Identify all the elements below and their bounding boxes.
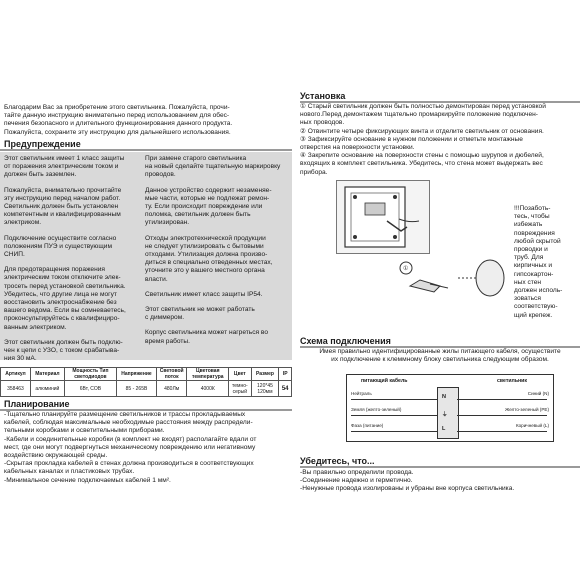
installation-note-line: проводки и (514, 246, 548, 254)
warning-line: с диммером. (145, 314, 185, 322)
wall-drawing (390, 256, 510, 300)
warning-line: СНИП. (4, 251, 25, 259)
installation-line: ① Старый светильник должен быть полностью демонтирован перед установкой (300, 103, 546, 110)
spec-cell: 358463 (1, 381, 31, 397)
spec-header-cell: Световой поток (156, 368, 186, 381)
warning-line: Пожалуйста, внимательно прочитайте (4, 186, 122, 194)
warning-line: власти. (145, 275, 168, 283)
installation-note-line: труб. Для (514, 254, 544, 262)
planning-item: воздействию окружающей среды. (4, 452, 108, 460)
warning-line: Убедитесь, что другие лица не могут (4, 290, 117, 298)
check-list (300, 469, 580, 494)
cable-wire-label: Фаза (питание) (351, 423, 384, 428)
installation-note-line: должен исполь- (514, 287, 563, 295)
installation-line: прибора. (300, 168, 328, 176)
warning-line (145, 299, 293, 306)
terminal-label: ⏚ (442, 412, 448, 418)
warning-line: эту инструкцию перед началом работ. (4, 194, 121, 202)
warning-line: Корпус светильника может нагреться во (145, 329, 269, 337)
installation-text (300, 103, 580, 177)
planning-item: кабельных каналах и пластиковых трубах. (4, 468, 135, 476)
planning-list (4, 411, 294, 485)
warning-line: должен быть заземлен. (4, 171, 77, 179)
installation-figure-wall (390, 256, 510, 300)
spec-header-row (1, 368, 292, 381)
intro-text: Благодарим Вас за приобретение этого светильника. Пожалуйста, прочи- тайте данную инструкцию внимательно перед использованием для обес- печения безопасного и длительного функционирования данного продукта. Пожалуйста, сохраните эту инструкцию для дальнейшего использования. (4, 104, 233, 136)
warning-line: электрическим током отключите элек- (4, 274, 121, 282)
wiring-row (347, 407, 553, 419)
warning-line: утилизирован. (145, 219, 190, 227)
spec-header-cell: Цвет (229, 368, 251, 381)
check-item: -Вы правильно определили провода. (300, 469, 414, 476)
installation-note-line: любой скрытой (514, 237, 561, 245)
installation-note-line: избежать (514, 221, 543, 229)
warning-line (145, 228, 293, 235)
warning-line: Для предотвращения поражения (4, 266, 105, 274)
planning-item: -Минимальное сечение подключаемых кабелей 1 мм². (4, 476, 171, 484)
installation-title: Установка (300, 91, 346, 101)
planning-item: мест, где они могут подвергнуться механическому повреждению или негативному (4, 443, 256, 451)
spec-header-cell: Мощность Тип светодиодов (64, 368, 116, 381)
planning-item: тельными коробками и осветительными приборами. (4, 427, 165, 435)
installation-line: ④ Закрепите основание на поверхности стены с помощью шурупов и дюбелей, (300, 152, 544, 160)
warning-line (4, 259, 142, 266)
warning-line (145, 322, 293, 329)
warning-line: уточните это у вашего местного органа (145, 267, 265, 275)
spec-table (0, 367, 292, 397)
warning-line (145, 180, 293, 187)
installation-line: ных проводов. (300, 119, 345, 127)
spec-cell: 6Вт, COB (64, 381, 116, 397)
installation-note (514, 205, 580, 320)
spec-cell: 54 (279, 381, 292, 397)
terminal-label: N (442, 394, 446, 400)
warning-line: Этот светильник должен быть подклю- (4, 338, 123, 346)
spec-data-row (1, 381, 292, 397)
check-item: -Соединение надежно и герметично. (300, 477, 413, 485)
planning-item: кабелей, соблюдая максимальные необходимые расстояния между распредели- (4, 419, 253, 427)
warning-title: Предупреждение (4, 139, 81, 149)
wiring-diagram (346, 374, 554, 442)
warning-line: Отходы электротехнической продукции (145, 234, 266, 242)
spec-cell: темно-серый (229, 381, 251, 397)
wiring-row (347, 423, 553, 435)
spec-header-cell: Размер (251, 368, 279, 381)
warning-line: поломка, светильник должен быть (145, 211, 251, 219)
cable-wire-label: Нейтраль (351, 391, 372, 396)
installation-line: отверстия на поверхности установки. (300, 144, 415, 152)
warning-line: положениям ПУЭ и существующим (4, 242, 112, 250)
wire-line (351, 431, 437, 432)
check-title: Убедитесь, что... (300, 456, 375, 466)
spec-header-cell: Артикул (1, 368, 31, 381)
wire-line (351, 415, 437, 416)
wire-line (351, 399, 437, 400)
warning-left-text (4, 155, 142, 363)
warning-line: проконсультируйтесь с квалифициро- (4, 315, 120, 323)
installation-figure-base (336, 180, 430, 254)
warning-line: от поражения электрическим током и (4, 163, 119, 171)
wire-line (457, 431, 547, 432)
planning-item: -Скрытая прокладка кабелей в стенах должна производиться в соответствующих (4, 460, 254, 468)
warning-line: тросеть перед установкой светильника. (4, 282, 126, 290)
spec-header-cell: Напряжение (117, 368, 157, 381)
warning-line (4, 332, 142, 339)
installation-note-line: гипсокартон- (514, 270, 554, 278)
warning-line (145, 284, 293, 291)
warning-line: мые части, которые не подлежат ремон- (145, 194, 270, 202)
fixture-heading: светильник (497, 378, 527, 384)
planning-item: -Кабели и соединительные коробки (в комплект не входят) располагайте вдали от (4, 435, 257, 443)
planning-item: -Тщательно планируйте размещение светильников и трассы прокладываемых (4, 411, 246, 418)
svg-text:①: ① (403, 266, 409, 272)
spec-cell: 480Лм (156, 381, 186, 397)
base-drawing (337, 181, 429, 253)
installation-note-line: тесь, чтобы (514, 213, 550, 221)
planning-title: Планирование (4, 399, 70, 409)
installation-note-line: кирпичных и (514, 262, 553, 270)
warning-line: ванным электриком. (4, 323, 67, 331)
wiring-title: Схема подключения (300, 336, 391, 346)
wiring-text: Имея правильно идентифицированные жилы питающего кабеля, осуществите их подключение к клеммному блоку светильника следующим образом. (319, 348, 561, 364)
spec-cell: 120*45 120мм (251, 381, 279, 397)
warning-line: отходами. Утилизация должна произво- (145, 251, 268, 259)
warning-line: Данное устройство содержит незаменяе- (145, 186, 272, 194)
installation-line: нового.Перед демонтажем тщательно промаркируйте положение подключен- (300, 111, 538, 119)
warning-line: на новый сделайте тщательную маркировку (145, 163, 281, 171)
warning-line (4, 180, 142, 187)
wire-line (457, 415, 547, 416)
wiring-row (347, 391, 553, 403)
wire-line (457, 399, 547, 400)
cable-heading: питающий кабель (361, 378, 408, 384)
installation-note-line: !!!Позаботь- (514, 205, 551, 212)
warning-line: вашего ведома. Если вы сомневаетесь, (4, 307, 126, 315)
installation-line: ② Отвинтите четыре фиксирующих винта и отделите светильник от основания. (300, 127, 544, 135)
cable-wire-label: Земля (желто-зеленый) (351, 407, 402, 412)
spec-cell: алюминий (30, 381, 64, 397)
warning-line: проводов. (145, 171, 176, 179)
installation-note-line: ных стен (514, 278, 542, 286)
divider (300, 466, 580, 468)
warning-right-text (145, 155, 293, 346)
warning-line: Этот светильник не может работать (145, 306, 255, 314)
installation-note-line: щий крепеж. (514, 311, 553, 319)
fixture-wire-label: Желто-зеленый (PE) (505, 407, 549, 412)
installation-note-line: повреждения (514, 229, 555, 237)
warning-line: ту. Если происходит повреждение или (145, 203, 263, 211)
fixture-wire-label: Коричневый (L) (515, 423, 549, 428)
spec-header-cell: IP (279, 368, 292, 381)
installation-line: ③ Зафиксируйте основание в нужном положении и отметьте монтажные (300, 135, 523, 143)
spec-cell: 4000К (187, 381, 229, 397)
warning-line: время работы. (145, 337, 190, 345)
spec-header-cell: Цветовая температура (187, 368, 229, 381)
warning-line: ния 30 мА. (4, 355, 37, 363)
warning-line: Светильник имеет класс защиты IP54. (145, 290, 263, 298)
warning-line: восстановить электроснабжение без (4, 299, 117, 307)
spec-cell: 85 - 265В (117, 381, 157, 397)
installation-note-line: соответствую- (514, 303, 558, 311)
check-item: -Ненужные провода изолированы и убраны вне корпуса светильника. (300, 485, 515, 493)
warning-line: диться в специально отведенных местах, (145, 259, 273, 267)
warning-line: Светильник должен быть установлен (4, 203, 119, 211)
warning-line: чен к цепи с УЗО, с током срабатыва- (4, 347, 120, 355)
installation-line: входящих в комплект светильника. Убедитесь, что стена может выдержать вес (300, 160, 543, 168)
terminal-label: L (442, 426, 446, 432)
warning-line: компетентным и квалифицированным (4, 211, 121, 219)
warning-line: Этот светильник имеет 1 класс защиты (4, 155, 125, 162)
spec-header-cell: Материал (30, 368, 64, 381)
divider (0, 149, 292, 151)
fixture-wire-label: Синий (N) (527, 391, 549, 396)
installation-note-line: зоваться (514, 295, 541, 303)
warning-line: Подключение осуществите согласно (4, 234, 117, 242)
warning-line (4, 228, 142, 235)
warning-line: не следует утилизировать с бытовыми (145, 242, 264, 250)
warning-line: электриком. (4, 219, 42, 227)
warning-line: При замене старого светильника (145, 155, 247, 162)
